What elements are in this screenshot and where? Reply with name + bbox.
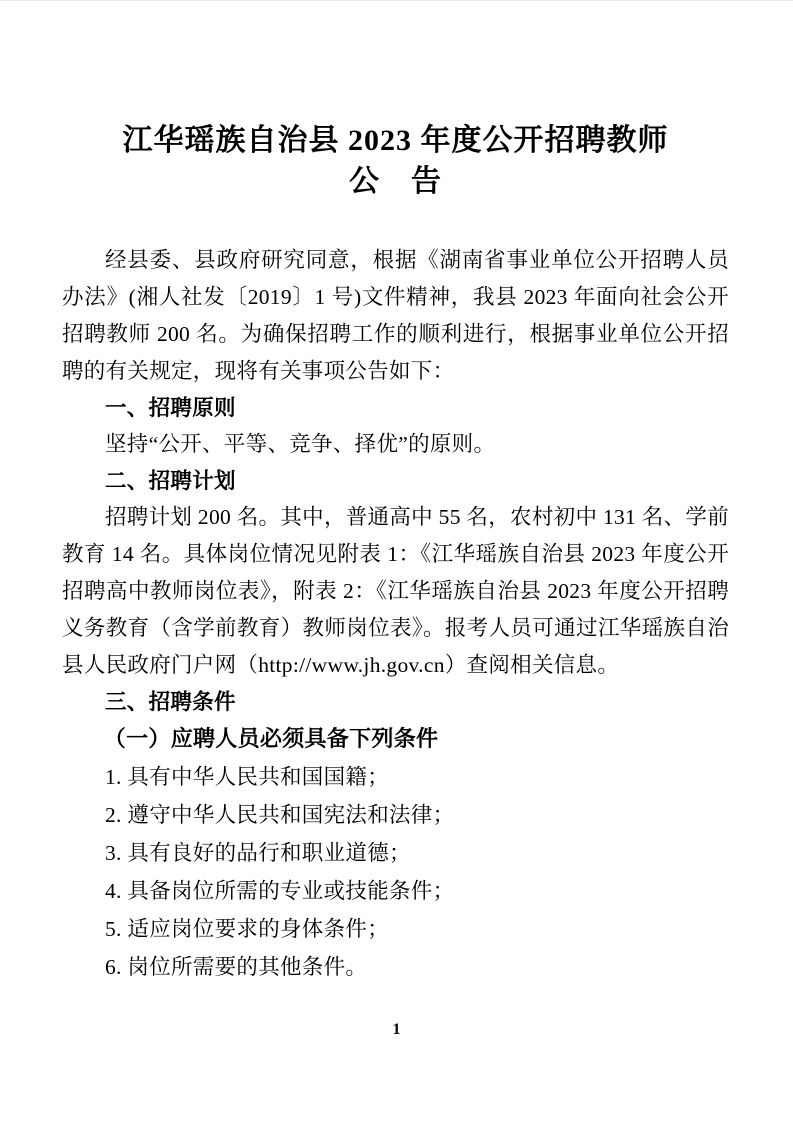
condition-item-2: 2. 遵守中华人民共和国宪法和法律； bbox=[105, 803, 455, 827]
section-body-recruitment-plan: 招聘计划 200 名。其中，普通高中 55 名，农村初中 131 名、学前教育 14 名。具体岗位情况见附表 1：《江华瑶族自治县 2023 年度公开招聘高中教师岗位表》，附表 2：《江华瑶族自治县 2023 年度公开招聘义务教育（含学前教育）教师岗位表》。报考人员可通过江华瑶族自治县人民政府门户网（http://www.jh.gov.cn）查阅相关信息。 bbox=[62, 505, 729, 677]
section-heading-recruitment-conditions: 三、招聘条件 bbox=[105, 690, 236, 714]
page-number: 1 bbox=[392, 1021, 401, 1038]
intro-paragraph: 经县委、县政府研究同意，根据《湖南省事业单位公开招聘人员办法》(湘人社发〔2019〕1 号)文件精神，我县 2023 年面向社会公开招聘教师 200 名。为确保招聘工作的顺利进行，根据事业单位公开招聘的有关规定，现将有关事项公告如下： bbox=[62, 248, 729, 383]
document-title-line2: 公 告 bbox=[349, 165, 442, 198]
section-heading-recruitment-plan: 二、招聘计划 bbox=[105, 469, 236, 493]
section-body-recruitment-principles: 坚持“公开、平等、竞争、择优”的原则。 bbox=[105, 432, 496, 456]
condition-item-5: 5. 适应岗位要求的身体条件； bbox=[105, 917, 390, 941]
condition-item-1: 1. 具有中华人民共和国国籍； bbox=[105, 765, 390, 789]
document-title-line1: 江华瑶族自治县 2023 年度公开招聘教师 bbox=[122, 124, 669, 157]
section-heading-recruitment-principles: 一、招聘原则 bbox=[105, 396, 236, 420]
sub-heading-required-conditions: （一）应聘人员必须具备下列条件 bbox=[103, 726, 439, 751]
condition-item-3: 3. 具有良好的品行和职业道德； bbox=[105, 841, 411, 865]
condition-item-6: 6. 岗位所需要的其他条件。 bbox=[105, 955, 368, 979]
condition-item-4: 4. 具备岗位所需的专业或技能条件； bbox=[105, 879, 455, 903]
document-title bbox=[62, 120, 729, 202]
